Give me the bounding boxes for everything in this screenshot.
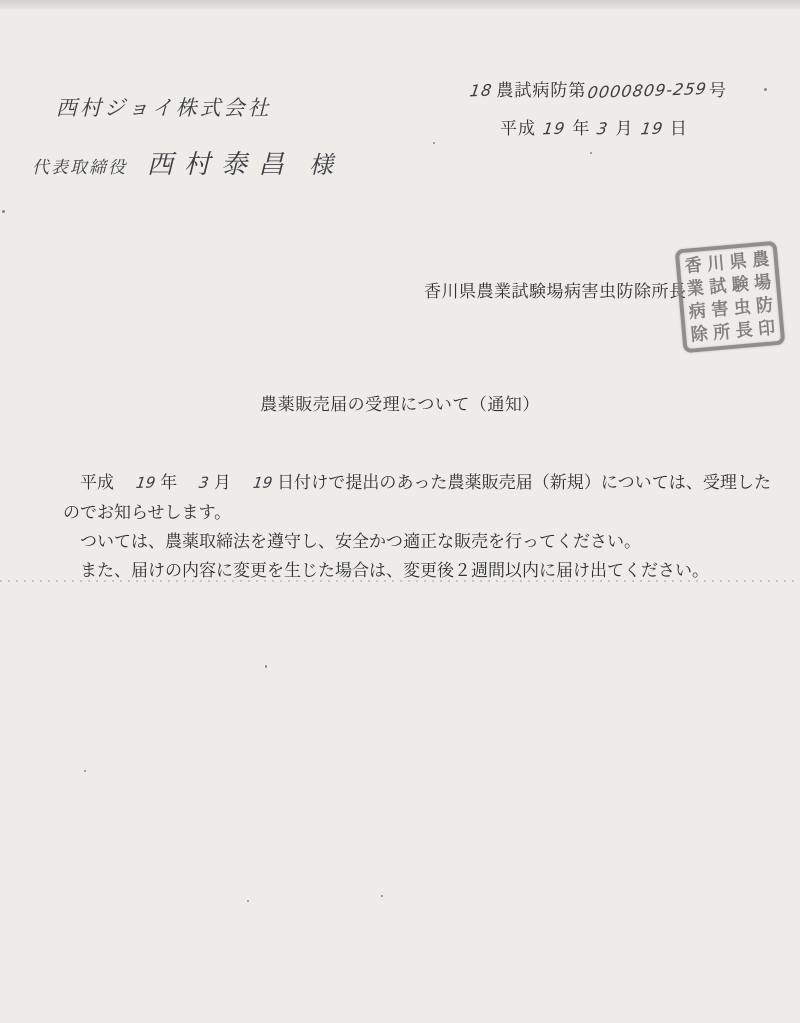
body-p1-rest: 日付けで提出のあった農薬販売届（新規）については、受理したのでお知らせします。 — [63, 473, 772, 522]
addressee-block — [32, 92, 334, 181]
addressee-name: 西村泰昌 — [147, 150, 296, 180]
addressee-company: 西村ジョイ株式会社 — [56, 96, 272, 120]
date-month-unit: 月 — [615, 119, 634, 138]
document-number-serial: 0000809-259 — [586, 78, 709, 103]
date-year-unit: 年 — [572, 119, 591, 138]
scan-speck — [764, 88, 767, 91]
document-number-office-code: 農試病防第 — [496, 81, 587, 100]
scan-speck — [2, 210, 5, 213]
seal-character: 虫 — [732, 296, 752, 319]
seal-character: 長 — [734, 319, 754, 342]
seal-character: 除 — [690, 323, 709, 345]
body-paragraph-3: また、届けの内容に変更を生じた場合は、変更後２週間以内に届け出てください。 — [80, 561, 709, 580]
seal-character: 病 — [688, 300, 707, 323]
scan-artifact-top-edge — [0, 0, 800, 9]
seal-character: 県 — [728, 250, 748, 273]
body-p1-day-value: 19 — [251, 473, 274, 493]
seal-character: 業 — [686, 277, 705, 300]
date-day-value: 19 — [639, 118, 665, 139]
scan-speck — [433, 142, 435, 144]
addressee-honorific: 様 — [309, 151, 334, 179]
seal-character: 害 — [710, 298, 730, 321]
body-paragraph-1 — [63, 468, 771, 527]
official-seal-stamp — [675, 241, 786, 353]
body-p1-month-value: 3 — [198, 473, 211, 492]
date-year-value: 19 — [541, 118, 567, 139]
body-p1-year-value: 19 — [134, 473, 157, 493]
seal-character: 農 — [751, 249, 770, 271]
document-subject: 農薬販売届の受理について（通知） — [260, 395, 540, 414]
document-date — [500, 114, 727, 139]
addressee-person-line — [32, 144, 333, 181]
scan-speck — [590, 152, 592, 154]
date-era: 平成 — [500, 119, 536, 138]
body-p1-era: 平成 — [80, 473, 115, 492]
seal-character: 試 — [708, 275, 728, 298]
seal-character: 防 — [755, 294, 774, 317]
seal-character: 所 — [712, 321, 732, 344]
seal-character: 験 — [730, 273, 750, 296]
scan-speck — [265, 665, 267, 668]
seal-character: 場 — [753, 271, 772, 294]
date-month-value: 3 — [595, 118, 610, 139]
body-paragraph-2: ついては、農薬取締法を遵守し、安全かつ適正な販売を行ってください。 — [80, 532, 641, 551]
scan-speck — [381, 895, 383, 897]
scan-speck — [247, 900, 249, 902]
body-p1-month-unit: 月 — [213, 473, 231, 492]
addressee-title: 代表取締役 — [32, 158, 127, 178]
document-number — [470, 76, 727, 101]
document-number-fiscal-year: 18 — [468, 80, 494, 101]
document-number-suffix: 号 — [708, 81, 727, 100]
seal-character: 香 — [684, 254, 703, 277]
date-day-unit: 日 — [669, 119, 688, 138]
seal-character: 印 — [757, 317, 776, 340]
scan-speck — [84, 770, 86, 772]
sender-name: 香川県農業試験場病害虫防除所長 — [424, 282, 687, 301]
document-body — [63, 468, 771, 585]
seal-character: 川 — [706, 252, 726, 275]
body-p1-year-unit: 年 — [160, 473, 178, 492]
document-header-block — [470, 76, 727, 139]
